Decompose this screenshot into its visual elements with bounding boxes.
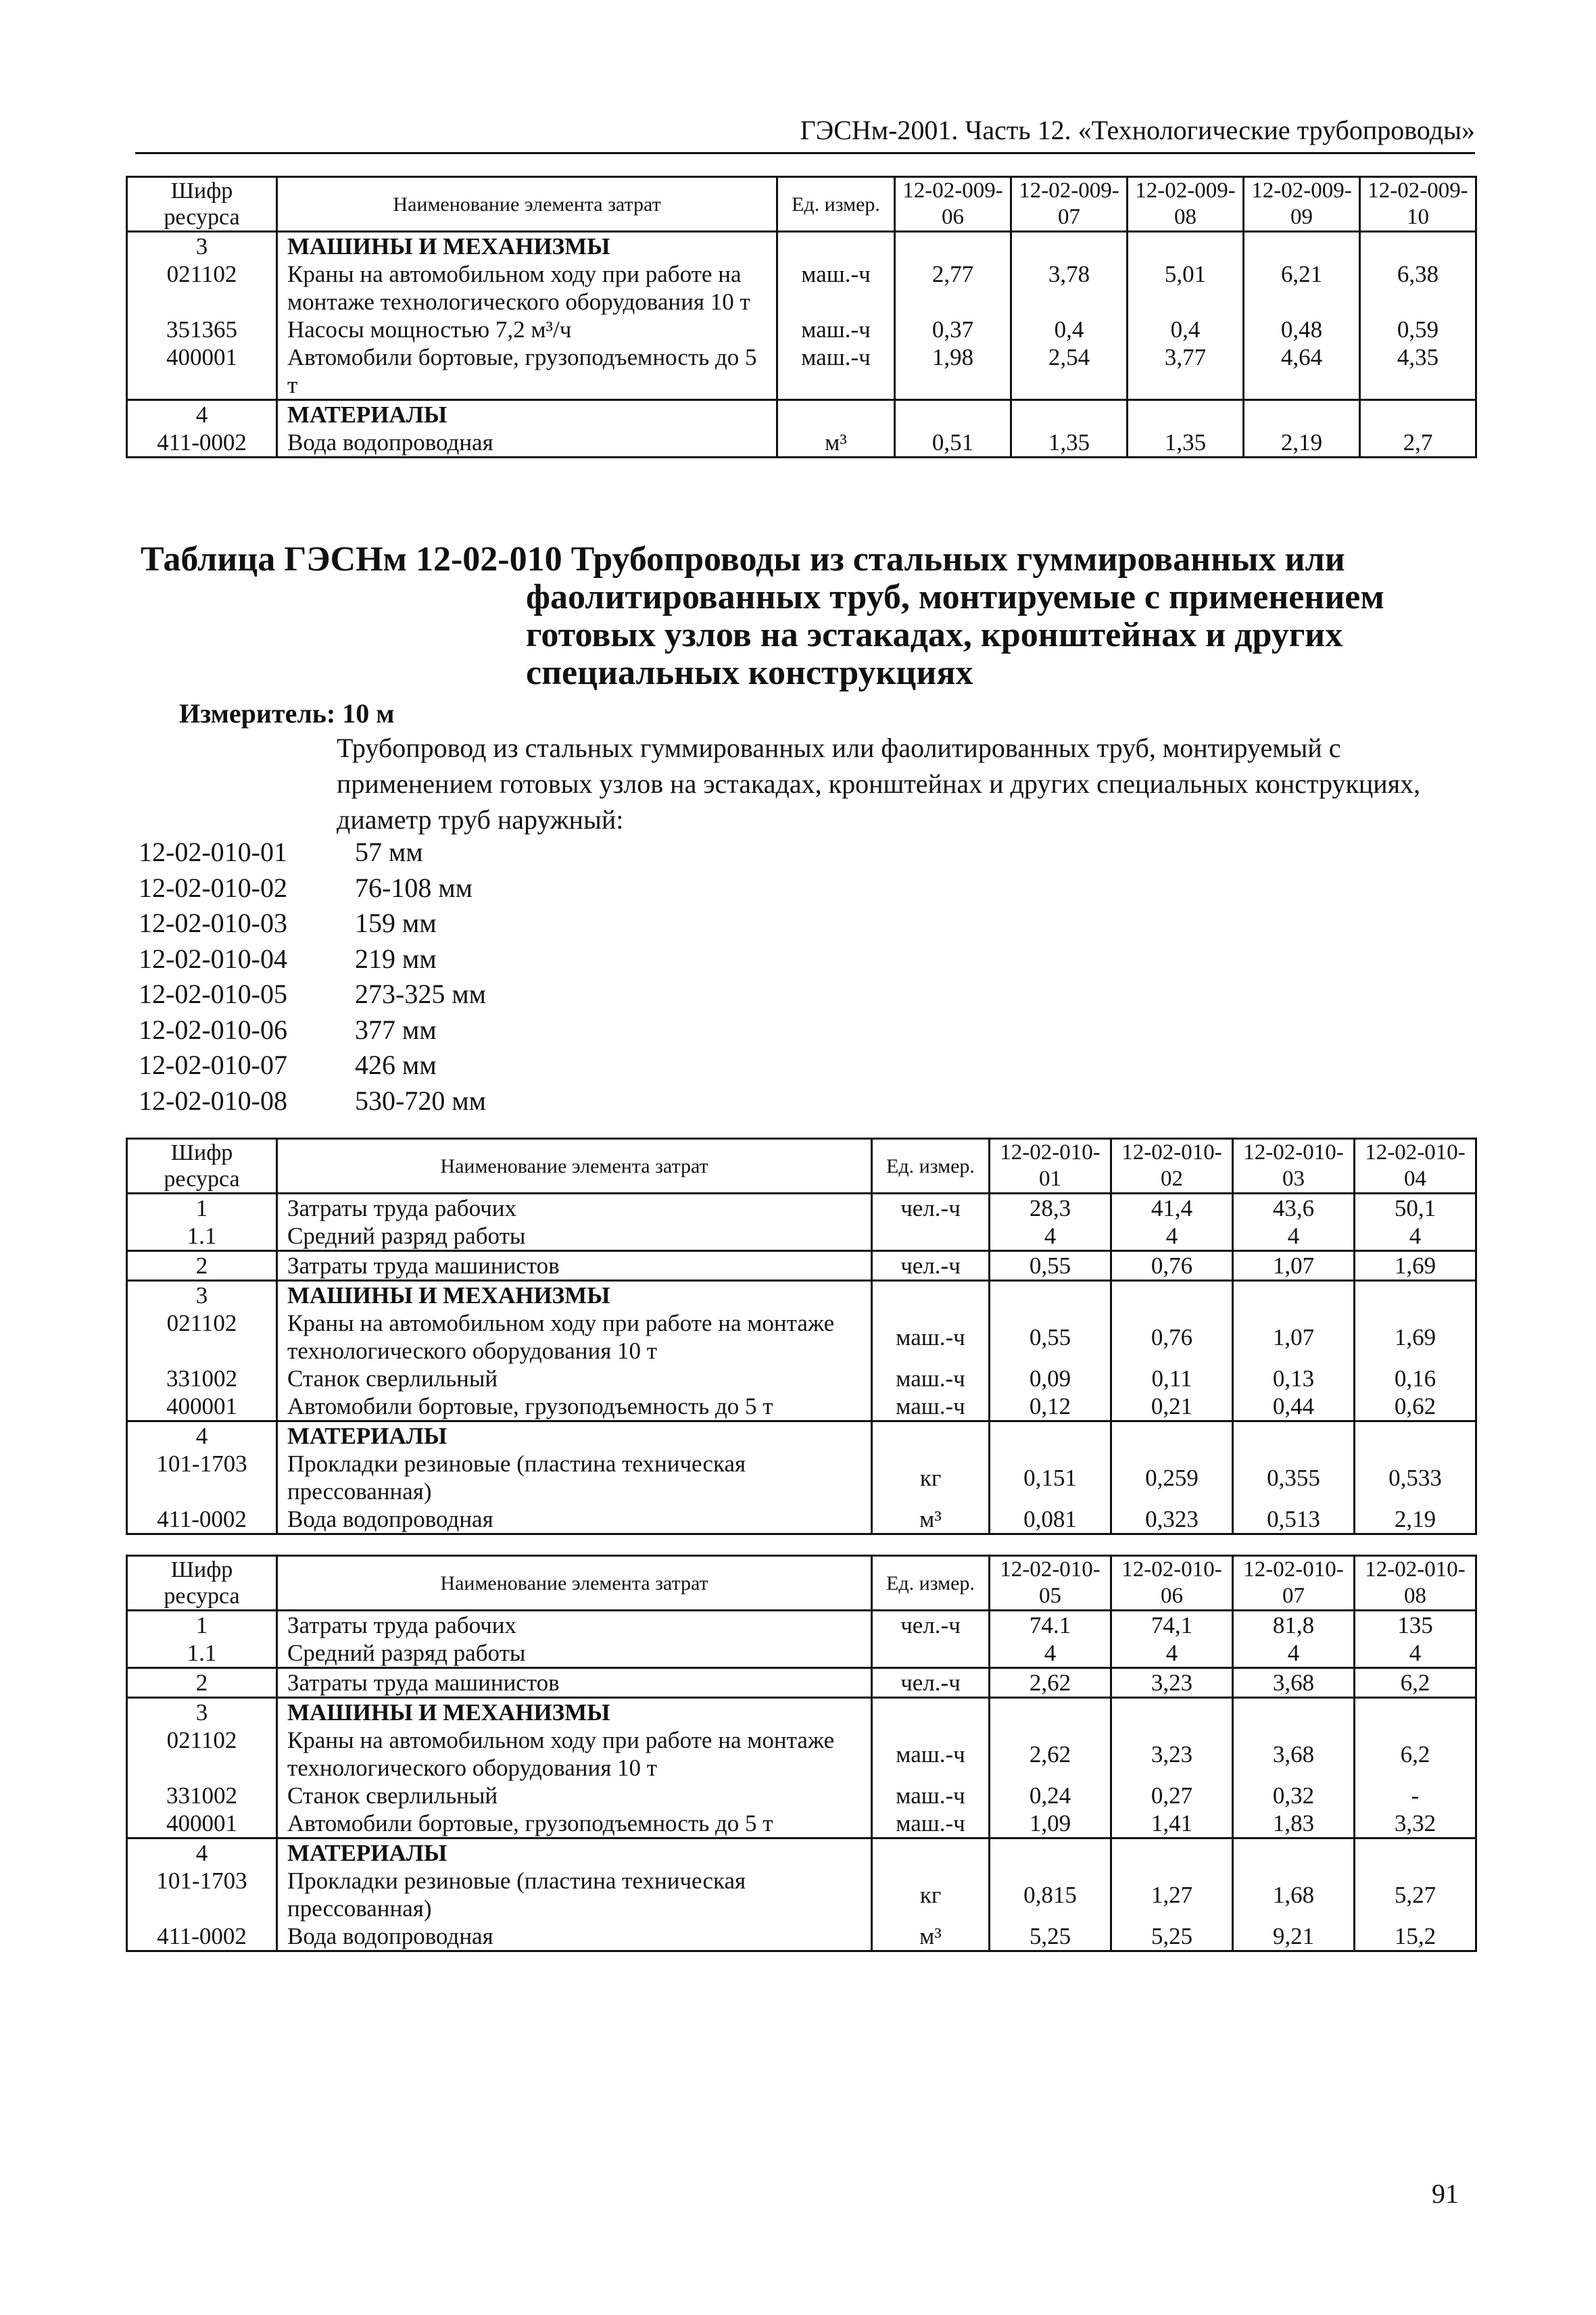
value-cell: 4,35 (1360, 343, 1476, 400)
norm-code: 12-02-010-06 (139, 1014, 287, 1045)
list-item (139, 835, 486, 871)
resource-code: 021102 (127, 260, 277, 316)
table-row (127, 1222, 1476, 1251)
table-row (127, 1281, 1476, 1310)
value-cell: 0,27 (1111, 1782, 1233, 1809)
table-row (127, 1505, 1476, 1534)
value-cell: 0,151 (990, 1450, 1111, 1505)
resource-code: 351365 (127, 316, 277, 343)
value-cell: 4 (1355, 1222, 1476, 1251)
column-header-norm: 12-02-010-06 (1111, 1556, 1233, 1611)
value-cell: 6,38 (1360, 260, 1476, 316)
resource-code: 4 (127, 1421, 277, 1451)
table-row (127, 1668, 1476, 1698)
column-header-norm: 12-02-009-06 (895, 177, 1011, 232)
unit-cell: м³ (919, 1923, 942, 1949)
resource-code: 1.1 (127, 1222, 277, 1251)
norm-code: 12-02-010-07 (139, 1050, 287, 1080)
norm-code: 12-02-010-05 (139, 979, 287, 1009)
value-cell: 4 (1111, 1639, 1233, 1668)
measure-unit (179, 698, 394, 729)
value-cell: 4 (1233, 1639, 1355, 1668)
resource-name: Затраты труда рабочих (277, 1194, 872, 1223)
resource-name: МАТЕРИАЛЫ (277, 400, 777, 429)
value-cell: 1,27 (1111, 1867, 1233, 1922)
unit-cell: маш.-ч (896, 1810, 965, 1836)
column-header-norm: 12-02-010-07 (1233, 1556, 1355, 1611)
value-cell: 1,83 (1233, 1809, 1355, 1838)
resource-code: 4 (127, 400, 277, 429)
value-cell: 0,4 (1011, 316, 1128, 343)
value-cell: 1,68 (1233, 1867, 1355, 1922)
value-cell: 0,62 (1355, 1392, 1476, 1421)
column-header-norm: 12-02-010-05 (990, 1556, 1111, 1611)
value-cell: 0,533 (1355, 1450, 1476, 1505)
list-item (139, 1013, 486, 1048)
value-cell: 3,78 (1011, 260, 1128, 316)
value-cell: 4 (1355, 1639, 1476, 1668)
resource-name: Автомобили бортовые, грузоподъемность до 5 т (277, 1392, 872, 1421)
table-row (127, 1838, 1476, 1868)
list-item (139, 871, 486, 906)
resource-code: 3 (127, 232, 277, 261)
unit-cell: м³ (825, 429, 847, 456)
table-row (127, 1421, 1476, 1451)
table-row (127, 343, 1476, 400)
column-header-norm: 12-02-010-08 (1355, 1556, 1476, 1611)
resource-name: Затраты труда машинистов (277, 1668, 872, 1698)
resource-name: Средний разряд работы (277, 1222, 872, 1251)
unit-cell: чел.-ч (872, 1668, 990, 1698)
column-header-name: Наименование элемента затрат (277, 1139, 872, 1194)
unit-cell (777, 400, 895, 429)
value-cell: 3,68 (1233, 1726, 1355, 1782)
section-title-line: Таблица ГЭСНм 12-02-010 Трубопроводы из стальных гуммированных или (141, 540, 1345, 579)
column-header-unit: Ед. измер. (872, 1556, 990, 1611)
resource-name: Прокладки резиновые (пластина техническая прессованная) (277, 1867, 872, 1922)
column-header-name: Наименование элемента затрат (277, 1556, 872, 1611)
value-cell: 0,12 (990, 1392, 1111, 1421)
unit-cell (872, 1222, 990, 1251)
value-cell: 0,51 (895, 429, 1011, 458)
value-cell: 6,2 (1355, 1668, 1476, 1698)
value-cell: 0,13 (1233, 1365, 1355, 1392)
resource-code: 101-1703 (127, 1867, 277, 1922)
unit-cell: кг (919, 1881, 942, 1908)
value-cell: 1,07 (1233, 1251, 1355, 1281)
resource-name: Автомобили бортовые, грузоподъемность до 5 т (277, 343, 777, 400)
column-header-norm: 12-02-009-08 (1128, 177, 1244, 232)
value-cell: 0,4 (1128, 316, 1244, 343)
resource-name: Краны на автомобильном ходу при работе на монтаже технологического оборудования 10 т (277, 1309, 872, 1365)
resource-code: 1.1 (127, 1639, 277, 1668)
unit-cell: маш.-ч (896, 1393, 965, 1419)
table-row (127, 1726, 1476, 1782)
value-cell: 0,21 (1111, 1392, 1233, 1421)
value-cell: 4 (1233, 1222, 1355, 1251)
unit-cell: чел.-ч (872, 1251, 990, 1281)
norm-diameter: 377 мм (355, 1014, 437, 1045)
unit-cell: чел.-ч (900, 1612, 961, 1638)
table-row (127, 1922, 1476, 1951)
value-cell: 5,25 (1111, 1922, 1233, 1951)
resource-code: 1 (127, 1194, 277, 1223)
unit-cell (872, 1639, 990, 1668)
value-cell: 0,815 (990, 1867, 1111, 1922)
value-cell: 0,323 (1111, 1505, 1233, 1534)
section-title-line: специальных конструкциях (526, 654, 973, 692)
table-row (127, 1392, 1476, 1421)
resource-code: 400001 (127, 1392, 277, 1421)
table-row (127, 1365, 1476, 1392)
section-description: Трубопровод из стальных гуммированных или фаолитированных труб, монтируемый с применением готовых узлов на эстакадах, кронштейнах и других специальных конструкциях, диаметр труб наружный: (337, 733, 1421, 835)
resource-code: 021102 (127, 1309, 277, 1365)
resource-name: МАШИНЫ И МЕХАНИЗМЫ (277, 1281, 872, 1310)
norm-code: 12-02-010-03 (139, 908, 287, 938)
column-header-norm: 12-02-009-09 (1244, 177, 1360, 232)
list-item (139, 942, 486, 977)
value-cell: - (1355, 1782, 1476, 1809)
value-cell: 0,24 (990, 1782, 1111, 1809)
list-item (139, 1048, 486, 1083)
resource-name: Насосы мощностью 7,2 м³/ч (277, 316, 777, 343)
unit-cell: кг (919, 1464, 942, 1491)
value-cell: 1,07 (1233, 1309, 1355, 1365)
norm-diameter: 57 мм (355, 837, 423, 867)
value-cell: 3,77 (1128, 343, 1244, 400)
value-cell: 2,62 (990, 1726, 1111, 1782)
norm-diameter: 159 мм (355, 908, 437, 938)
value-cell: 4 (1111, 1222, 1233, 1251)
table-row (127, 232, 1476, 261)
list-item (139, 1083, 486, 1119)
table-row (127, 400, 1476, 429)
list-item (139, 977, 486, 1013)
value-cell: 50,1 (1355, 1194, 1476, 1223)
value-cell: 2,62 (990, 1668, 1111, 1698)
section-title (141, 541, 1425, 692)
resource-name: Краны на автомобильном ходу при работе на монтаже технологического оборудования 10 т (277, 260, 777, 316)
section-title-line: готовых узлов на эстакадах, кронштейнах и других (526, 616, 1343, 654)
unit-cell: маш.-ч (896, 1740, 965, 1768)
unit-cell: маш.-ч (801, 344, 871, 370)
value-cell: 0,16 (1355, 1365, 1476, 1392)
unit-cell: маш.-ч (896, 1323, 965, 1350)
resource-name: МАТЕРИАЛЫ (277, 1838, 872, 1868)
value-cell: 41,4 (1111, 1194, 1233, 1223)
resource-name: МАШИНЫ И МЕХАНИЗМЫ (277, 1698, 872, 1727)
value-cell: 2,19 (1244, 429, 1360, 458)
unit-cell: маш.-ч (801, 261, 871, 287)
unit-cell: чел.-ч (900, 1195, 961, 1221)
cost-table-010-b (126, 1555, 1477, 1952)
value-cell: 1,09 (990, 1809, 1111, 1838)
value-cell: 5,27 (1355, 1867, 1476, 1922)
table-row (127, 1309, 1476, 1365)
value-cell: 3,23 (1111, 1726, 1233, 1782)
resource-name: Затраты труда машинистов (277, 1251, 872, 1281)
norm-code: 12-02-010-08 (139, 1085, 287, 1116)
value-cell: 0,513 (1233, 1505, 1355, 1534)
value-cell: 3,32 (1355, 1809, 1476, 1838)
column-header-norm: 12-02-009-07 (1011, 177, 1128, 232)
value-cell: 0,55 (990, 1309, 1111, 1365)
measure-value: 10 м (342, 698, 395, 729)
resource-code: 400001 (127, 343, 277, 400)
value-cell: 0,44 (1233, 1392, 1355, 1421)
table-row (127, 429, 1476, 458)
value-cell: 0,76 (1111, 1309, 1233, 1365)
page-number: 91 (1432, 2178, 1459, 2209)
unit-cell (777, 232, 895, 261)
column-header-norm: 12-02-010-03 (1233, 1139, 1355, 1194)
resource-name: Станок сверлильный (277, 1782, 872, 1809)
resource-code: 4 (127, 1838, 277, 1868)
value-cell: 1,41 (1111, 1809, 1233, 1838)
resource-name: Вода водопроводная (277, 429, 777, 458)
value-cell: 2,54 (1011, 343, 1128, 400)
table-row (127, 1639, 1476, 1668)
resource-name: Станок сверлильный (277, 1365, 872, 1392)
value-cell: 0,11 (1111, 1365, 1233, 1392)
value-cell: 0,59 (1360, 316, 1476, 343)
value-cell: 2,19 (1355, 1505, 1476, 1534)
value-cell: 43,6 (1233, 1194, 1355, 1223)
value-cell: 1,98 (895, 343, 1011, 400)
value-cell: 3,23 (1111, 1668, 1233, 1698)
norm-diameter: 219 мм (355, 943, 437, 974)
table-row (127, 1809, 1476, 1838)
column-header-unit: Ед. измер. (872, 1139, 990, 1194)
value-cell: 74.1 (990, 1611, 1111, 1640)
table-row (127, 1782, 1476, 1809)
value-cell: 1,69 (1355, 1251, 1476, 1281)
unit-cell (872, 1838, 990, 1868)
column-header-name: Наименование элемента затрат (277, 177, 777, 232)
column-header-code: Шифр ресурса (127, 1139, 277, 1194)
unit-cell (872, 1281, 990, 1310)
value-cell: 1,35 (1128, 429, 1244, 458)
unit-cell (872, 1421, 990, 1451)
resource-name: Средний разряд работы (277, 1639, 872, 1668)
unit-cell (872, 1698, 990, 1727)
value-cell: 2,77 (895, 260, 1011, 316)
value-cell: 135 (1355, 1611, 1476, 1640)
value-cell: 15,2 (1355, 1922, 1476, 1951)
column-header-norm: 12-02-009-10 (1360, 177, 1476, 232)
resource-code: 411-0002 (127, 1505, 277, 1534)
section-title-line: фаолитированных труб, монтируемые с применением (526, 578, 1384, 616)
resource-name: Вода водопроводная (277, 1922, 872, 1951)
column-header-norm: 12-02-010-01 (990, 1139, 1111, 1194)
value-cell: 0,48 (1244, 316, 1360, 343)
table-row (127, 1251, 1476, 1281)
value-cell: 6,2 (1355, 1726, 1476, 1782)
unit-cell: м³ (919, 1506, 942, 1532)
value-cell: 0,55 (990, 1251, 1111, 1281)
value-cell: 28,3 (990, 1194, 1111, 1223)
resource-name: Краны на автомобильном ходу при работе на монтаже технологического оборудования 10 т (277, 1726, 872, 1782)
value-cell: 0,355 (1233, 1450, 1355, 1505)
table-row (127, 316, 1476, 343)
resource-code: 1 (127, 1611, 277, 1640)
value-cell: 0,081 (990, 1505, 1111, 1534)
unit-cell: маш.-ч (801, 316, 871, 343)
table-row (127, 1611, 1476, 1640)
norm-diameter: 426 мм (355, 1050, 437, 1080)
resource-code: 3 (127, 1698, 277, 1727)
norm-code: 12-02-010-01 (139, 837, 287, 867)
resource-code: 3 (127, 1281, 277, 1310)
resource-code: 021102 (127, 1726, 277, 1782)
value-cell: 1,69 (1355, 1309, 1476, 1365)
column-header-code: Шифр ресурса (127, 177, 277, 232)
resource-code: 2 (127, 1668, 277, 1698)
value-cell: 5,25 (990, 1922, 1111, 1951)
column-header-unit: Ед. измер. (777, 177, 895, 232)
value-cell: 0,76 (1111, 1251, 1233, 1281)
column-header-norm: 12-02-010-02 (1111, 1139, 1233, 1194)
list-item (139, 906, 486, 942)
resource-code: 2 (127, 1251, 277, 1281)
value-cell: 0,32 (1233, 1782, 1355, 1809)
resource-name: Затраты труда рабочих (277, 1611, 872, 1640)
resource-code: 411-0002 (127, 429, 277, 458)
cost-table-010-a (126, 1138, 1477, 1535)
resource-name: МАТЕРИАЛЫ (277, 1421, 872, 1451)
resource-code: 331002 (127, 1782, 277, 1809)
value-cell: 81,8 (1233, 1611, 1355, 1640)
value-cell: 0,259 (1111, 1450, 1233, 1505)
running-header: ГЭСНм-2001. Часть 12. «Технологические трубопроводы» (135, 112, 1475, 154)
value-cell: 4 (990, 1222, 1111, 1251)
norm-diameter: 273-325 мм (355, 979, 486, 1009)
value-cell: 4 (990, 1639, 1111, 1668)
value-cell: 2,7 (1360, 429, 1476, 458)
resource-name: Автомобили бортовые, грузоподъемность до 5 т (277, 1809, 872, 1838)
resource-code: 400001 (127, 1809, 277, 1838)
table-row (127, 1698, 1476, 1727)
norm-list (139, 835, 486, 1119)
measure-label: Измеритель: (179, 698, 336, 729)
value-cell: 4,64 (1244, 343, 1360, 400)
unit-cell: маш.-ч (896, 1782, 965, 1809)
value-cell: 74,1 (1111, 1611, 1233, 1640)
resource-code: 331002 (127, 1365, 277, 1392)
resource-code: 411-0002 (127, 1922, 277, 1951)
value-cell: 5,01 (1128, 260, 1244, 316)
value-cell: 9,21 (1233, 1922, 1355, 1951)
table-row (127, 260, 1476, 316)
cost-table-009 (126, 176, 1477, 458)
column-header-norm: 12-02-010-04 (1355, 1139, 1476, 1194)
norm-diameter: 530-720 мм (355, 1085, 486, 1116)
value-cell: 1,35 (1011, 429, 1128, 458)
value-cell: 0,09 (990, 1365, 1111, 1392)
table-row (127, 1867, 1476, 1922)
norm-code: 12-02-010-02 (139, 872, 287, 903)
value-cell: 0,37 (895, 316, 1011, 343)
resource-name: МАШИНЫ И МЕХАНИЗМЫ (277, 232, 777, 261)
value-cell: 3,68 (1233, 1668, 1355, 1698)
value-cell: 6,21 (1244, 260, 1360, 316)
table-row (127, 1194, 1476, 1223)
resource-name: Вода водопроводная (277, 1505, 872, 1534)
resource-code: 101-1703 (127, 1450, 277, 1505)
unit-cell: маш.-ч (896, 1365, 965, 1392)
norm-code: 12-02-010-04 (139, 943, 287, 974)
resource-name: Прокладки резиновые (пластина техническая прессованная) (277, 1450, 872, 1505)
table-row (127, 1450, 1476, 1505)
norm-diameter: 76-108 мм (355, 872, 473, 903)
column-header-code: Шифр ресурса (127, 1556, 277, 1611)
